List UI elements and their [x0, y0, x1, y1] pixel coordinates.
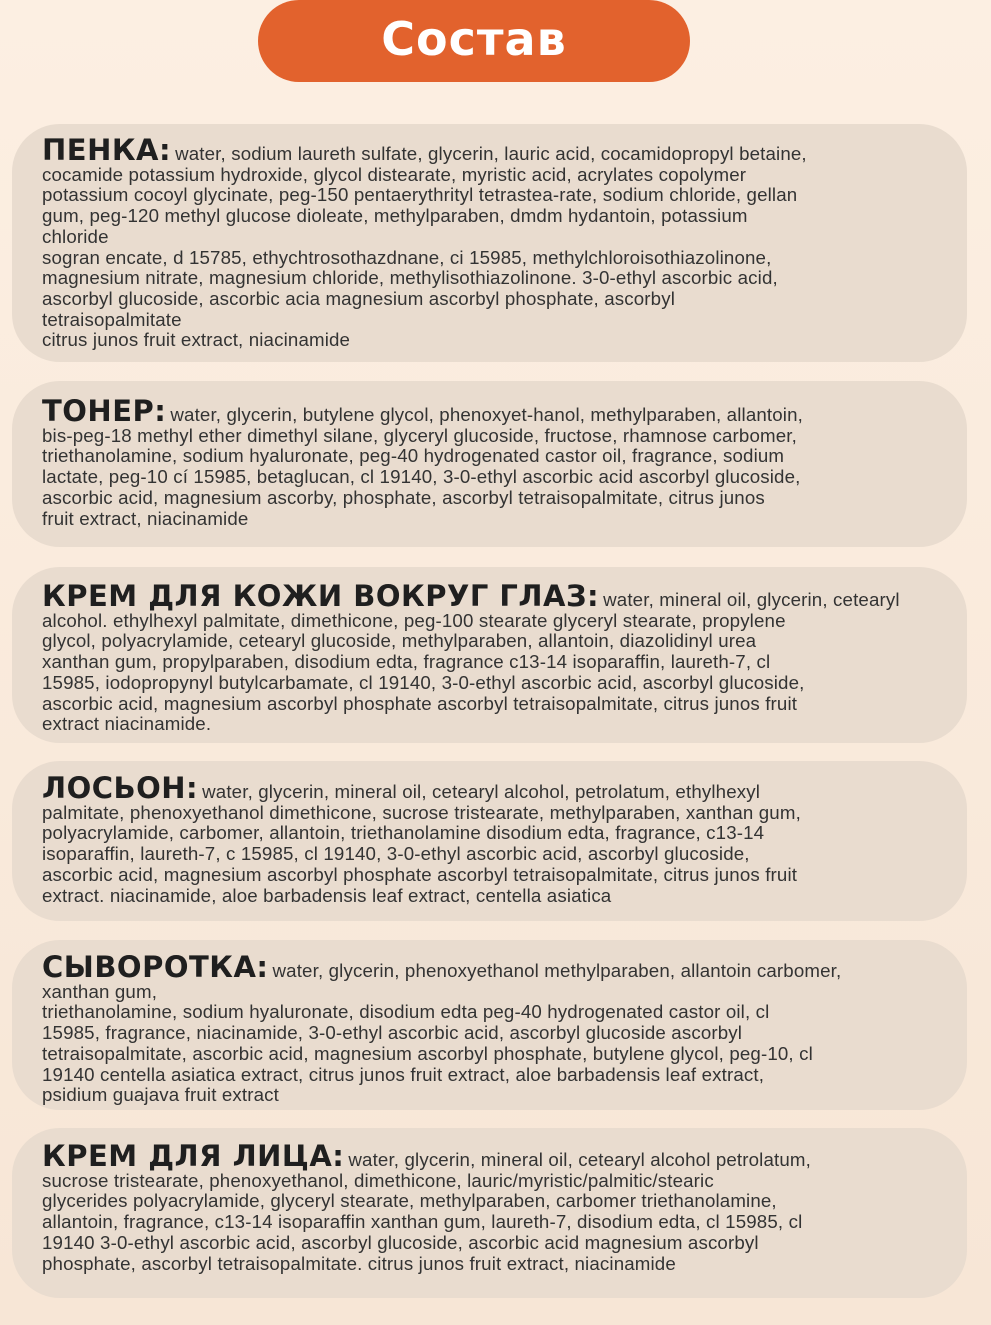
ingredient-line-text: chloride [42, 225, 109, 247]
ingredient-line [42, 488, 943, 509]
ingredient-line-text: ascorbic acid, magnesium ascorbyl phosphate ascorbyl tetraisopalmitate, citrus junos fruit [42, 692, 798, 714]
ingredient-line [42, 1212, 943, 1233]
product-heading: КРЕМ ДЛЯ КОЖИ ВОКРУГ ГЛАЗ: [42, 579, 600, 613]
ingredient-text [42, 579, 943, 735]
ingredient-text [42, 950, 943, 1106]
ingredient-line [42, 652, 943, 673]
ingredient-line [42, 248, 943, 269]
ingredient-line [42, 631, 943, 652]
ingredient-line-text: 19140 centella asiatica extract, citrus junos fruit extract, aloe barbadensis leaf extract, [42, 1063, 765, 1085]
ingredient-line-text: ascorbyl glucoside, ascorbic acia magnesium ascorbyl phosphate, ascorbyl [42, 287, 675, 309]
ingredient-line [42, 886, 943, 907]
ingredient-line [42, 310, 943, 331]
title-banner [258, 0, 690, 82]
ingredient-line-text: isoparaffin, laureth-7, c 15985, cl 19140, 3-0-ethyl ascorbic acid, ascorbyl glucoside, [42, 843, 750, 865]
page-title: Состав [381, 12, 567, 66]
ingredient-text [42, 394, 943, 529]
ingredient-line [42, 579, 943, 613]
ingredient-text [42, 133, 943, 351]
ingredient-line-text: sogran encate, d 15785, ethychtrosothazdnane, ci 15985, methylchloroisothiazolinone, [42, 246, 772, 268]
ingredient-line [42, 394, 943, 428]
ingredient-line [42, 1085, 943, 1106]
ingredient-line-text: xanthan gum, propylparaben, disodium edta, fragrance c13-14 isoparaffin, laureth-7, cl [42, 651, 771, 673]
ingredient-line-text: tetraisopalmitate, ascorbic acid, magnesium ascorbyl phosphate, butylene glycol, peg-10, cl [42, 1042, 813, 1064]
ingredient-line [42, 1139, 943, 1173]
ingredient-line-text: triethanolamine, sodium hyaluronate, peg-40 hydrogenated castor oil, fragrance, sodium [42, 445, 785, 467]
ingredient-line [42, 950, 943, 984]
ingredient-line [42, 1254, 943, 1275]
ingredient-line-text: alcohol. ethylhexyl palmitate, dimethicone, peg-100 stearate glyceryl stearate, propylene [42, 609, 786, 631]
ingredient-line [42, 1044, 943, 1065]
ingredient-text [42, 1139, 943, 1274]
ingredient-line [42, 714, 943, 735]
ingredient-line-text: bis-peg-18 methyl ether dimethyl silane, glyceryl glucoside, fructose, rhamnose carbomer, [42, 424, 797, 446]
ingredient-line [42, 694, 943, 715]
ingredient-line [42, 771, 943, 805]
ingredient-line [42, 165, 943, 186]
ingredient-line [42, 426, 943, 447]
ingredient-line [42, 823, 943, 844]
ingredient-line-text: ascorbic acid, magnesium ascorbyl phosphate ascorbyl tetraisopalmitate, citrus junos fruit [42, 863, 798, 885]
ingredient-line [42, 1065, 943, 1086]
ingredient-line [42, 673, 943, 694]
ingredient-line [42, 268, 943, 289]
ingredient-line-text: extract niacinamide. [42, 713, 212, 735]
ingredient-line [42, 1191, 943, 1212]
ingredient-line-text: water, glycerin, butylene glycol, phenoxyet-hanol, methylparaben, allantoin, [170, 404, 803, 425]
ingredient-line-text: ascorbic acid, magnesium ascorby, phosphate, ascorbyl tetraisopalmitate, citrus junos [42, 486, 765, 508]
product-heading: ПЕНКА: [42, 133, 172, 167]
ingredient-line [42, 330, 943, 351]
ingredient-card-toner [12, 381, 967, 547]
ingredient-line [42, 509, 943, 530]
product-heading: ТОНЕР: [42, 394, 167, 428]
ingredient-line [42, 133, 943, 167]
ingredient-line [42, 844, 943, 865]
ingredient-line-text: fruit extract, niacinamide [42, 507, 249, 529]
ingredient-line-text: tetraisopalmitate [42, 308, 182, 330]
ingredient-text [42, 771, 943, 906]
product-heading: СЫВОРОТКА: [42, 950, 269, 984]
ingredient-line-text: water, mineral oil, glycerin, cetearyl [603, 589, 900, 610]
ingredient-line-text: water, glycerin, mineral oil, cetearyl alcohol petrolatum, [348, 1149, 811, 1170]
ingredient-line [42, 1002, 943, 1023]
ingredient-line [42, 1023, 943, 1044]
ingredient-line-text: potassium cocoyl glycinate, peg-150 pentaerythrityl tetrastea-rate, sodium chloride, gellan [42, 184, 798, 206]
ingredient-line [42, 206, 943, 227]
ingredient-line [42, 289, 943, 310]
ingredient-line [42, 803, 943, 824]
ingredient-card-face-cream [12, 1128, 967, 1298]
ingredient-line-text: water, glycerin, phenoxyethanol methylparaben, allantoin carbomer, [272, 960, 842, 981]
ingredient-line [42, 185, 943, 206]
ingredient-line-text: extract. niacinamide, aloe barbadensis leaf extract, centella asiatica [42, 884, 612, 906]
ingredient-line-text: water, glycerin, mineral oil, cetearyl alcohol, petrolatum, ethylhexyl [202, 781, 761, 802]
ingredient-line-text: xanthan gum, [42, 980, 158, 1002]
ingredient-line-text: 15985, iodopropynyl butylcarbamate, cl 19140, 3-0-ethyl ascorbic acid, ascorbyl glucoside, [42, 671, 805, 693]
ingredient-line-text: water, sodium laureth sulfate, glycerin, lauric acid, cocamidopropyl betaine, [175, 143, 807, 164]
product-heading: ЛОСЬОН: [42, 771, 199, 805]
ingredient-line-text: triethanolamine, sodium hyaluronate, disodium edta peg-40 hydrogenated castor oil, cl [42, 1001, 770, 1023]
ingredient-line-text: 15985, fragrance, niacinamide, 3-0-ethyl ascorbic acid, ascorbyl glucoside ascorbyl [42, 1022, 743, 1044]
ingredient-line [42, 865, 943, 886]
ingredient-card-penka [12, 124, 967, 362]
ingredient-line-text: phosphate, ascorbyl tetraisopalmitate. citrus junos fruit extract, niacinamide [42, 1252, 676, 1274]
ingredient-line-text: citrus junos fruit extract, niacinamide [42, 329, 351, 351]
ingredient-line-text: glycol, polyacrylamide, cetearyl glucoside, methylparaben, allantoin, diazolidinyl urea [42, 630, 757, 652]
ingredient-card-lotion [12, 761, 967, 921]
ingredient-line [42, 611, 943, 632]
ingredient-line-text: allantoin, fragrance, c13-14 isoparaffin xanthan gum, laureth-7, disodium edta, cl 15985, cl [42, 1211, 803, 1233]
ingredient-line-text: lactate, peg-10 cí 15985, betaglucan, cl 19140, 3-0-ethyl ascorbic acid ascorbyl glucoside, [42, 466, 801, 488]
ingredient-line [42, 227, 943, 248]
product-heading: КРЕМ ДЛЯ ЛИЦА: [42, 1139, 345, 1173]
ingredient-line [42, 1171, 943, 1192]
ingredient-line-text: magnesium nitrate, magnesium chloride, methylisothiazolinone. 3-0-ethyl ascorbic acid, [42, 267, 778, 289]
ingredient-line-text: 19140 3-0-ethyl ascorbic acid, ascorbyl glucoside, ascorbic acid magnesium ascorbyl [42, 1231, 759, 1253]
ingredient-line-text: cocamide potassium hydroxide, glycol distearate, myristic acid, acrylates copolymer [42, 163, 747, 185]
ingredient-card-eye-cream [12, 567, 967, 743]
ingredient-line-text: palmitate, phenoxyethanol dimethicone, sucrose tristearate, methylparaben, xanthan gum, [42, 801, 801, 823]
ingredient-card-serum [12, 940, 967, 1110]
ingredient-line [42, 982, 943, 1003]
ingredient-line-text: glycerides polyacrylamide, glyceryl stearate, methylparaben, carbomer triethanolamine, [42, 1190, 777, 1212]
ingredient-line-text: polyacrylamide, carbomer, allantoin, triethanolamine disodium edta, fragrance, c13-14 [42, 822, 765, 844]
ingredient-line [42, 1233, 943, 1254]
ingredient-line-text: psidium guajava fruit extract [42, 1084, 280, 1106]
ingredient-line [42, 467, 943, 488]
ingredient-line-text: gum, peg-120 methyl glucose dioleate, methylparaben, dmdm hydantoin, potassium [42, 205, 748, 227]
ingredient-line [42, 446, 943, 467]
ingredient-line-text: sucrose tristearate, phenoxyethanol, dimethicone, lauric/myristic/palmitic/stearic [42, 1169, 714, 1191]
